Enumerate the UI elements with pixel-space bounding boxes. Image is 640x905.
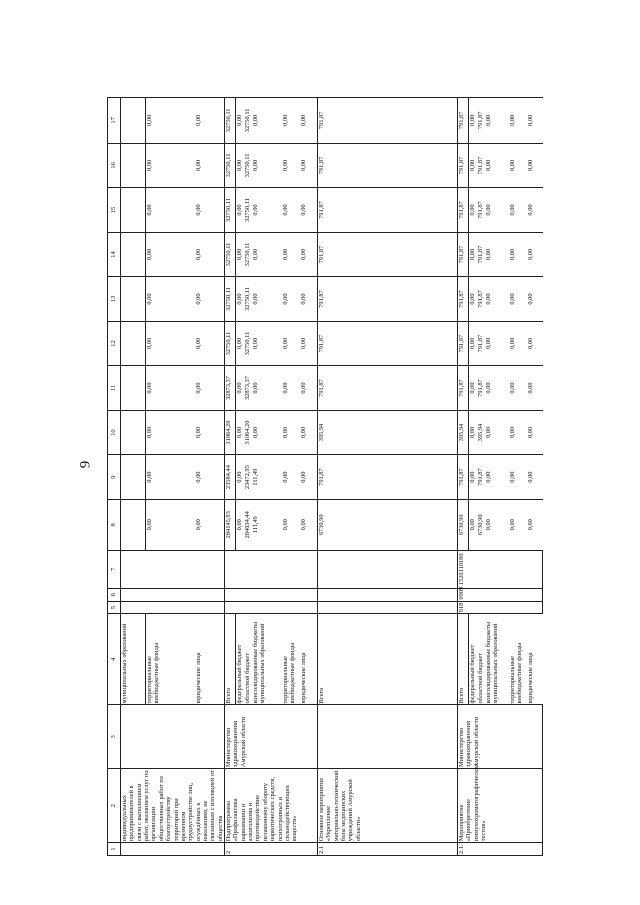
funding-source: федеральный бюджет [236, 614, 244, 705]
amount-cell: 0,00 [195, 499, 224, 550]
page-number: 9 [77, 460, 94, 469]
amount-cell: 0,00 [236, 410, 244, 455]
amount-cell: 0,00 [485, 366, 509, 411]
row-number [121, 843, 225, 856]
amount-cell: 32750,11 [244, 277, 252, 322]
amount-cell: 32750,11 [225, 277, 236, 322]
amount-cell: 32750,11 [244, 143, 252, 188]
column-header-17: 17 [108, 98, 121, 144]
amount-cell: 0,00 [469, 232, 477, 277]
amount-cell: 791,87 [318, 98, 458, 144]
amount-cell: 32750,11 [225, 98, 236, 144]
amount-cell: 31064,20 [244, 410, 252, 455]
amount-cell: 791,87 [458, 98, 469, 144]
amount-cell: 395,94 [458, 410, 469, 455]
column-header-8: 8 [108, 499, 121, 550]
amount-cell: 0,00 [236, 188, 244, 233]
amount-cell: 0,00 [252, 321, 282, 366]
amount-cell: 0,00 [145, 188, 195, 233]
amount-cell: 0,00 [485, 499, 509, 550]
amount-cell: 0,00 [282, 455, 300, 500]
amount-cell: 0,00 [300, 143, 318, 188]
amount-cell: 0,00 [145, 499, 195, 550]
amount-cell: 0,00 [252, 188, 282, 233]
amount-cell: 0,00 [485, 98, 509, 144]
amount-cell [121, 499, 146, 550]
amount-cell: 0,00 [236, 455, 244, 500]
funding-source: федеральный бюджет [469, 614, 477, 705]
amount-cell: 0,00 [527, 277, 543, 322]
amount-cell: 0,00 [195, 410, 224, 455]
amount-cell: 0,00 [527, 499, 543, 550]
row-number: 2 [225, 843, 318, 856]
amount-cell: 32873,37 [244, 366, 252, 411]
amount-cell [121, 98, 146, 144]
amount-cell [121, 143, 146, 188]
amount-cell: 32750,11 [225, 143, 236, 188]
amount-cell: 0,00 [145, 455, 195, 500]
column-header-7: 7 [108, 550, 121, 588]
section-code [225, 588, 318, 601]
amount-cell: 0,00 [236, 321, 244, 366]
amount-cell: 0,00 [195, 188, 224, 233]
budget-table [107, 97, 543, 856]
amount-cell [121, 232, 146, 277]
target-code [225, 550, 318, 588]
column-header-4: 4 [108, 614, 121, 705]
amount-cell [121, 410, 146, 455]
amount-cell: 0,00 [252, 277, 282, 322]
amount-cell: 31064,20 [225, 410, 236, 455]
row-executor: Министерство здравоохранения Амурской области [225, 705, 318, 769]
table-row [121, 98, 146, 856]
table-body [121, 98, 543, 856]
funding-source: Всего [458, 614, 469, 705]
funding-source: областной бюджет [244, 614, 252, 705]
amount-cell: 0,00 [252, 366, 282, 411]
amount-cell: 0,00 [252, 232, 282, 277]
grbs-code: 918 [458, 601, 543, 614]
table-row [458, 98, 469, 856]
amount-cell: 0,00 [195, 366, 224, 411]
amount-cell: 0,00 [469, 143, 477, 188]
funding-source: областной бюджет [477, 614, 485, 705]
amount-cell: 791,87 [477, 188, 485, 233]
amount-cell: 0,00 [485, 277, 509, 322]
amount-cell: 0,00 [252, 410, 282, 455]
amount-cell: 791,87 [318, 366, 458, 411]
amount-cell: 0,00 [509, 499, 527, 550]
column-header-6: 6 [108, 588, 121, 601]
amount-cell: 0,00 [469, 277, 477, 322]
amount-cell: 0,00 [509, 277, 527, 322]
amount-cell: 0,00 [485, 232, 509, 277]
amount-cell: 0,00 [485, 188, 509, 233]
amount-cell: 0,00 [469, 410, 477, 455]
amount-cell: 0,00 [145, 410, 195, 455]
amount-cell: 0,00 [485, 321, 509, 366]
column-header-15: 15 [108, 188, 121, 233]
amount-cell: 32750,11 [244, 188, 252, 233]
target-code: 1520110180 [458, 550, 543, 588]
funding-source: территориальные внебюджетные фонды [509, 614, 527, 705]
amount-cell: 791,87 [458, 143, 469, 188]
amount-cell: 0,00 [509, 410, 527, 455]
amount-cell: 0,00 [195, 277, 224, 322]
grbs-code [225, 601, 318, 614]
amount-cell: 791,87 [318, 232, 458, 277]
amount-cell: 0,00 [195, 143, 224, 188]
amount-cell: 791,87 [477, 366, 485, 411]
amount-cell: 0,00 [300, 188, 318, 233]
header-row [108, 98, 121, 856]
row-executor: Министерство здравоохранения Амурской области [458, 705, 543, 769]
amount-cell: 791,87 [477, 232, 485, 277]
amount-cell: 0,00 [145, 366, 195, 411]
column-header-2: 2 [108, 769, 121, 843]
amount-cell: 111,49 [252, 499, 282, 550]
amount-cell: 791,87 [458, 321, 469, 366]
amount-cell: 32750,11 [244, 321, 252, 366]
row-title: Мероприятие «Приобретение иммунохроматографических тестов» [458, 769, 543, 843]
amount-cell: 0,00 [469, 98, 477, 144]
amount-cell: 0,00 [282, 277, 300, 322]
amount-cell: 0,00 [527, 321, 543, 366]
amount-cell: 0,00 [236, 277, 244, 322]
amount-cell: 6730,90 [477, 499, 485, 550]
amount-cell: 0,00 [282, 188, 300, 233]
amount-cell: 111,49 [252, 455, 282, 500]
funding-source: юридические лица [527, 614, 543, 705]
funding-source: юридические лица [195, 614, 224, 705]
grbs-code [318, 601, 458, 614]
table-row [225, 98, 236, 856]
section-code: 0909 [458, 588, 543, 601]
amount-cell: 0,00 [145, 98, 195, 144]
funding-source: территориальные внебюджетные фонды [145, 614, 195, 705]
column-header-13: 13 [108, 277, 121, 322]
amount-cell: 0,00 [527, 98, 543, 144]
amount-cell: 0,00 [282, 499, 300, 550]
amount-cell: 0,00 [469, 321, 477, 366]
amount-cell: 23472,95 [244, 455, 252, 500]
amount-cell: 395,94 [477, 410, 485, 455]
amount-cell: 0,00 [300, 321, 318, 366]
column-header-1: 1 [108, 843, 121, 856]
column-header-3: 3 [108, 705, 121, 769]
funding-source: консолидированные бюджеты муниципальных образований [252, 614, 282, 705]
amount-cell: 791,87 [477, 277, 485, 322]
amount-cell: 0,00 [300, 232, 318, 277]
amount-cell: 0,00 [509, 143, 527, 188]
row-title: индивидуальных предпринимателей в связи с выполнением работ, оказанием услуг по организации общественных работ по благоустройству территорий при временном трудоустройстве лиц, осуждённых к наказаниям, не связанным с изоляцией от общества [121, 770, 224, 842]
column-header-16: 16 [108, 143, 121, 188]
target-code [318, 550, 458, 588]
section-code [121, 588, 225, 601]
table-viewport [107, 97, 534, 856]
amount-cell [121, 455, 146, 500]
amount-cell: 0,00 [509, 188, 527, 233]
funding-source: территориальные внебюджетные фонды [282, 614, 300, 705]
amount-cell: 0,00 [469, 188, 477, 233]
rotated-table-container [107, 97, 534, 856]
amount-cell: 791,87 [477, 143, 485, 188]
amount-cell [121, 277, 146, 322]
amount-cell: 0,00 [509, 321, 527, 366]
amount-cell: 0,00 [485, 455, 509, 500]
row-title: Подпрограмма «Профилактика наркомании и алкоголизма и противодействие незаконному обороту наркотических средств, психотропных и сильнодействующих веществ» [225, 769, 318, 843]
column-header-11: 11 [108, 366, 121, 411]
amount-cell: 0,00 [485, 410, 509, 455]
amount-cell: 0,00 [236, 98, 244, 144]
column-header-9: 9 [108, 455, 121, 500]
funding-source: Всего [318, 614, 458, 705]
amount-cell: 791,87 [318, 321, 458, 366]
amount-cell: 23584,44 [225, 455, 236, 500]
amount-cell: 791,87 [477, 455, 485, 500]
amount-cell: 0,00 [252, 143, 282, 188]
amount-cell: 395,94 [318, 410, 458, 455]
amount-cell: 0,00 [469, 455, 477, 500]
table-row [318, 98, 458, 856]
row-executor [318, 705, 458, 769]
amount-cell: 791,87 [318, 188, 458, 233]
amount-cell: 32750,11 [244, 232, 252, 277]
target-code [121, 550, 225, 588]
amount-cell: 0,00 [300, 410, 318, 455]
funding-source: Всего [225, 614, 236, 705]
amount-cell: 0,00 [527, 366, 543, 411]
amount-cell: 32873,37 [225, 366, 236, 411]
amount-cell: 791,87 [458, 277, 469, 322]
amount-cell: 0,00 [252, 98, 282, 144]
amount-cell: 0,00 [509, 366, 527, 411]
amount-cell: 0,00 [236, 499, 244, 550]
amount-cell: 0,00 [300, 277, 318, 322]
amount-cell: 791,87 [458, 232, 469, 277]
amount-cell: 0,00 [469, 366, 477, 411]
amount-cell: 0,00 [469, 499, 477, 550]
amount-cell: 0,00 [195, 98, 224, 144]
grbs-code [121, 601, 225, 614]
amount-cell: 791,87 [318, 143, 458, 188]
amount-cell: 0,00 [282, 143, 300, 188]
amount-cell: 0,00 [282, 410, 300, 455]
amount-cell: 791,87 [477, 321, 485, 366]
amount-cell: 0,00 [300, 98, 318, 144]
amount-cell: 0,00 [145, 232, 195, 277]
funding-source: консолидированные бюджеты муниципальных образований [485, 614, 509, 705]
amount-cell: 0,00 [485, 143, 509, 188]
amount-cell: 0,00 [195, 321, 224, 366]
amount-cell: 0,00 [527, 232, 543, 277]
amount-cell: 0,00 [145, 277, 195, 322]
amount-cell: 0,00 [282, 98, 300, 144]
amount-cell: 0,00 [509, 98, 527, 144]
amount-cell: 32750,11 [225, 188, 236, 233]
column-header-5: 5 [108, 601, 121, 614]
amount-cell: 284145,93 [225, 499, 236, 550]
amount-cell [121, 321, 146, 366]
amount-cell: 0,00 [527, 455, 543, 500]
amount-cell: 0,00 [527, 143, 543, 188]
amount-cell: 791,87 [477, 98, 485, 144]
column-header-12: 12 [108, 321, 121, 366]
amount-cell: 0,00 [282, 321, 300, 366]
amount-cell [121, 188, 146, 233]
amount-cell: 0,00 [527, 410, 543, 455]
funding-source: юридические лица [300, 614, 318, 705]
amount-cell: 32750,11 [244, 98, 252, 144]
amount-cell: 0,00 [509, 232, 527, 277]
amount-cell: 0,00 [282, 366, 300, 411]
amount-cell: 284034,44 [244, 499, 252, 550]
amount-cell: 32750,11 [225, 321, 236, 366]
amount-cell: 0,00 [509, 455, 527, 500]
amount-cell: 791,87 [458, 188, 469, 233]
amount-cell: 32750,11 [225, 232, 236, 277]
funding-source: муниципальных образований [121, 614, 146, 705]
amount-cell: 0,00 [300, 499, 318, 550]
amount-cell: 0,00 [282, 232, 300, 277]
amount-cell: 0,00 [527, 188, 543, 233]
amount-cell: 791,87 [458, 455, 469, 500]
amount-cell: 6730,90 [458, 499, 469, 550]
row-number: 2.1.1 [458, 843, 543, 856]
amount-cell: 0,00 [300, 455, 318, 500]
row-executor [121, 705, 225, 769]
amount-cell: 0,00 [236, 366, 244, 411]
row-number: 2.1 [318, 843, 458, 856]
section-code [318, 588, 458, 601]
amount-cell: 791,87 [318, 277, 458, 322]
amount-cell: 0,00 [195, 455, 224, 500]
amount-cell: 791,87 [458, 366, 469, 411]
amount-cell: 0,00 [195, 232, 224, 277]
amount-cell: 0,00 [145, 321, 195, 366]
column-header-10: 10 [108, 410, 121, 455]
amount-cell: 0,00 [236, 232, 244, 277]
amount-cell: 0,00 [145, 143, 195, 188]
amount-cell: 0,00 [236, 143, 244, 188]
amount-cell [121, 366, 146, 411]
amount-cell: 0,00 [300, 366, 318, 411]
amount-cell: 791,87 [318, 455, 458, 500]
column-header-14: 14 [108, 232, 121, 277]
amount-cell: 6730,90 [318, 499, 458, 550]
row-title: Основное мероприятие «Укрепление материально-технической базы медицинских учреждений Амурской области» [318, 769, 458, 843]
